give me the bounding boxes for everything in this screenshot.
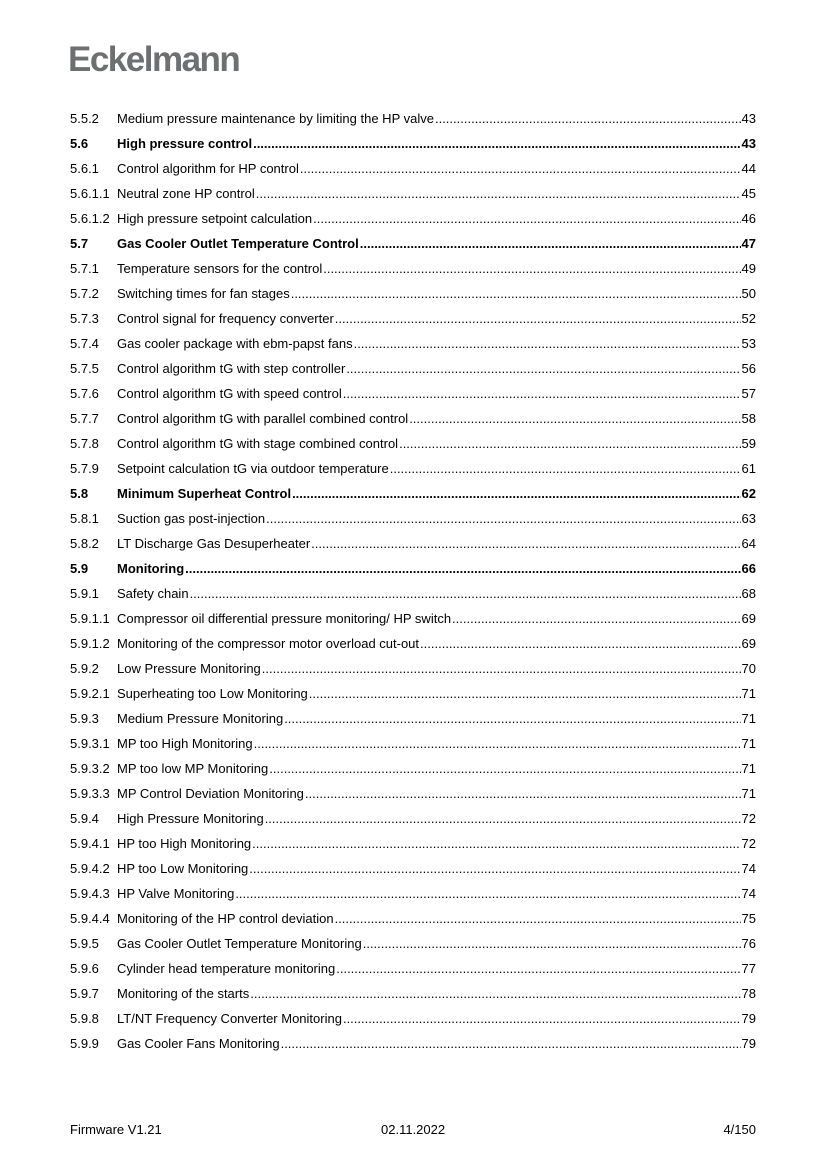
dot-leader bbox=[343, 1011, 741, 1026]
toc-entry-number: 5.6 bbox=[70, 136, 89, 151]
toc-entry[interactable] bbox=[70, 856, 756, 881]
dot-leader bbox=[420, 636, 741, 651]
toc-entry-page: 75 bbox=[741, 911, 756, 926]
toc-entry-page: 71 bbox=[741, 686, 756, 701]
toc-entry-title: High pressure control bbox=[117, 136, 253, 151]
toc-entry[interactable] bbox=[70, 631, 756, 656]
toc-entry-number: 5.7.8 bbox=[70, 436, 99, 451]
toc-entry-number: 5.9.1.2 bbox=[70, 636, 110, 651]
dot-leader bbox=[291, 286, 741, 301]
toc-entry-title: Control algorithm tG with speed control bbox=[117, 386, 342, 401]
toc-entry-page: 63 bbox=[741, 511, 756, 526]
toc-entry-page: 45 bbox=[741, 186, 756, 201]
toc-entry[interactable] bbox=[70, 706, 756, 731]
dot-leader bbox=[300, 161, 741, 176]
toc-entry-page: 47 bbox=[741, 236, 756, 251]
toc-entry-number: 5.9.6 bbox=[70, 961, 99, 976]
dot-leader bbox=[399, 436, 740, 451]
toc-entry-title: Minimum Superheat Control bbox=[117, 486, 292, 501]
toc-entry-number: 5.9.4.2 bbox=[70, 861, 110, 876]
dot-leader bbox=[390, 461, 741, 476]
toc-entry-number: 5.9.1 bbox=[70, 586, 99, 601]
toc-entry[interactable] bbox=[70, 681, 756, 706]
toc-entry[interactable] bbox=[70, 656, 756, 681]
toc-entry[interactable] bbox=[70, 456, 756, 481]
dot-leader bbox=[435, 111, 741, 126]
toc-entry-page: 76 bbox=[741, 936, 756, 951]
toc-entry-number: 5.9.2.1 bbox=[70, 686, 110, 701]
toc-entry[interactable] bbox=[70, 731, 756, 756]
toc-entry[interactable] bbox=[70, 356, 756, 381]
dot-leader bbox=[346, 361, 740, 376]
dot-leader bbox=[360, 236, 741, 251]
toc-entry-number: 5.9.3 bbox=[70, 711, 99, 726]
toc-entry[interactable] bbox=[70, 531, 756, 556]
toc-entry-page: 71 bbox=[741, 761, 756, 776]
toc-entry-title: Control algorithm for HP control bbox=[117, 161, 299, 176]
toc-entry-page: 69 bbox=[741, 611, 756, 626]
toc-entry-number: 5.6.1 bbox=[70, 161, 99, 176]
toc-entry-title: Suction gas post-injection bbox=[117, 511, 266, 526]
toc-entry-title: Control algorithm tG with parallel combined control bbox=[117, 411, 409, 426]
toc-entry-title: HP Valve Monitoring bbox=[117, 886, 235, 901]
toc-entry-number: 5.6.1.2 bbox=[70, 211, 110, 226]
toc-entry[interactable] bbox=[70, 331, 756, 356]
toc-entry-page: 52 bbox=[741, 311, 756, 326]
dot-leader bbox=[185, 561, 740, 576]
toc-entry[interactable] bbox=[70, 181, 756, 206]
dot-leader bbox=[250, 986, 740, 1001]
toc-entry-number: 5.7.5 bbox=[70, 361, 99, 376]
toc-entry[interactable] bbox=[70, 506, 756, 531]
toc-entry-page: 43 bbox=[741, 136, 756, 151]
toc-entry-title: Gas Cooler Fans Monitoring bbox=[117, 1036, 280, 1051]
toc-entry[interactable] bbox=[70, 206, 756, 231]
toc-entry-number: 5.8 bbox=[70, 486, 89, 501]
dot-leader bbox=[335, 311, 741, 326]
toc-entry-page: 53 bbox=[741, 336, 756, 351]
toc-entry-page: 78 bbox=[741, 986, 756, 1001]
footer-page-number: 4/150 bbox=[723, 1122, 756, 1137]
toc-entry[interactable] bbox=[70, 381, 756, 406]
toc-entry-page: 50 bbox=[741, 286, 756, 301]
toc-entry-number: 5.9.3.3 bbox=[70, 786, 110, 801]
toc-entry-number: 5.9.3.2 bbox=[70, 761, 110, 776]
dot-leader bbox=[262, 661, 741, 676]
table-of-contents bbox=[70, 106, 756, 1056]
toc-entry-page: 72 bbox=[741, 811, 756, 826]
toc-entry-page: 71 bbox=[741, 786, 756, 801]
dot-leader bbox=[235, 886, 740, 901]
eckelmann-logo: Eckelmann bbox=[68, 40, 240, 79]
toc-entry-number: 5.9.8 bbox=[70, 1011, 99, 1026]
toc-entry-page: 56 bbox=[741, 361, 756, 376]
dot-leader bbox=[256, 186, 741, 201]
toc-entry[interactable] bbox=[70, 956, 756, 981]
toc-entry-page: 72 bbox=[741, 836, 756, 851]
footer-date: 02.11.2022 bbox=[381, 1122, 446, 1137]
toc-entry[interactable] bbox=[70, 156, 756, 181]
toc-entry-number: 5.6.1.1 bbox=[70, 186, 110, 201]
toc-entry[interactable] bbox=[70, 256, 756, 281]
toc-entry[interactable] bbox=[70, 1031, 756, 1056]
toc-entry-page: 79 bbox=[741, 1036, 756, 1051]
dot-leader bbox=[305, 786, 741, 801]
dot-leader bbox=[363, 936, 741, 951]
toc-entry-title: Switching times for fan stages bbox=[117, 286, 290, 301]
toc-entry[interactable] bbox=[70, 906, 756, 931]
dot-leader bbox=[336, 961, 740, 976]
toc-entry[interactable] bbox=[70, 606, 756, 631]
toc-entry-title: MP Control Deviation Monitoring bbox=[117, 786, 304, 801]
toc-entry-number: 5.9.4.3 bbox=[70, 886, 110, 901]
toc-entry-title: Monitoring of the starts bbox=[117, 986, 250, 1001]
toc-entry-number: 5.7.4 bbox=[70, 336, 99, 351]
toc-entry-page: 46 bbox=[741, 211, 756, 226]
toc-entry-number: 5.9.4 bbox=[70, 811, 99, 826]
toc-entry-title: Neutral zone HP control bbox=[117, 186, 255, 201]
dot-leader bbox=[254, 736, 741, 751]
dot-leader bbox=[409, 411, 740, 426]
toc-entry-page: 70 bbox=[741, 661, 756, 676]
toc-entry-title: MP too low MP Monitoring bbox=[117, 761, 269, 776]
toc-entry-title: Gas Cooler Outlet Temperature Control bbox=[117, 236, 359, 251]
dot-leader bbox=[323, 261, 740, 276]
toc-entry-page: 49 bbox=[741, 261, 756, 276]
toc-entry-number: 5.9.4.1 bbox=[70, 836, 110, 851]
toc-entry[interactable] bbox=[70, 281, 756, 306]
toc-entry-number: 5.7.6 bbox=[70, 386, 99, 401]
toc-entry-title: Medium pressure maintenance by limiting the HP valve bbox=[117, 111, 434, 126]
toc-entry-number: 5.7.1 bbox=[70, 261, 99, 276]
toc-entry[interactable] bbox=[70, 581, 756, 606]
toc-entry-page: 74 bbox=[741, 861, 756, 876]
toc-entry[interactable] bbox=[70, 431, 756, 456]
dot-leader bbox=[284, 711, 740, 726]
dot-leader bbox=[292, 486, 740, 501]
toc-entry[interactable] bbox=[70, 556, 756, 581]
toc-entry-page: 57 bbox=[741, 386, 756, 401]
toc-entry[interactable] bbox=[70, 406, 756, 431]
toc-entry-page: 59 bbox=[741, 436, 756, 451]
toc-entry-page: 58 bbox=[741, 411, 756, 426]
toc-entry[interactable] bbox=[70, 306, 756, 331]
dot-leader bbox=[313, 211, 740, 226]
toc-entry[interactable] bbox=[70, 1006, 756, 1031]
toc-entry-number: 5.9.1.1 bbox=[70, 611, 110, 626]
toc-entry-number: 5.7.9 bbox=[70, 461, 99, 476]
toc-entry-title: Gas Cooler Outlet Temperature Monitoring bbox=[117, 936, 362, 951]
toc-entry-page: 68 bbox=[741, 586, 756, 601]
toc-entry-title: Monitoring of the HP control deviation bbox=[117, 911, 334, 926]
toc-entry-number: 5.9.7 bbox=[70, 986, 99, 1001]
toc-entry-title: Gas cooler package with ebm-papst fans bbox=[117, 336, 353, 351]
toc-entry-title: LT Discharge Gas Desuperheater bbox=[117, 536, 311, 551]
toc-entry[interactable] bbox=[70, 806, 756, 831]
toc-entry-number: 5.9.9 bbox=[70, 1036, 99, 1051]
toc-entry-number: 5.7 bbox=[70, 236, 89, 251]
toc-entry-title: LT/NT Frequency Converter Monitoring bbox=[117, 1011, 342, 1026]
toc-entry[interactable] bbox=[70, 131, 756, 156]
toc-entry-page: 71 bbox=[741, 711, 756, 726]
toc-entry-number: 5.7.7 bbox=[70, 411, 99, 426]
dot-leader bbox=[452, 611, 740, 626]
footer-firmware-version: Firmware V1.21 bbox=[70, 1122, 162, 1137]
toc-entry[interactable] bbox=[70, 231, 756, 256]
toc-entry-title: HP too High Monitoring bbox=[117, 836, 252, 851]
toc-entry-page: 74 bbox=[741, 886, 756, 901]
toc-entry-title: Temperature sensors for the control bbox=[117, 261, 323, 276]
toc-entry-title: Low Pressure Monitoring bbox=[117, 661, 261, 676]
dot-leader bbox=[343, 386, 741, 401]
toc-entry[interactable] bbox=[70, 931, 756, 956]
toc-entry-page: 62 bbox=[741, 486, 756, 501]
toc-entry-title: High Pressure Monitoring bbox=[117, 811, 264, 826]
toc-entry-title: Superheating too Low Monitoring bbox=[117, 686, 308, 701]
dot-leader bbox=[269, 761, 740, 776]
dot-leader bbox=[253, 136, 740, 151]
dot-leader bbox=[252, 836, 740, 851]
toc-entry-title: Setpoint calculation tG via outdoor temperature bbox=[117, 461, 389, 476]
toc-entry[interactable] bbox=[70, 481, 756, 506]
toc-entry[interactable] bbox=[70, 756, 756, 781]
dot-leader bbox=[249, 861, 740, 876]
toc-entry[interactable] bbox=[70, 831, 756, 856]
toc-entry[interactable] bbox=[70, 881, 756, 906]
toc-entry-number: 5.9 bbox=[70, 561, 89, 576]
toc-entry-title: Monitoring bbox=[117, 561, 185, 576]
toc-entry-title: Monitoring of the compressor motor overload cut-out bbox=[117, 636, 420, 651]
toc-entry[interactable] bbox=[70, 106, 756, 131]
toc-entry-page: 66 bbox=[741, 561, 756, 576]
toc-entry-title: HP too Low Monitoring bbox=[117, 861, 249, 876]
dot-leader bbox=[354, 336, 741, 351]
toc-entry-number: 5.8.2 bbox=[70, 536, 99, 551]
toc-entry-title: Medium Pressure Monitoring bbox=[117, 711, 284, 726]
toc-entry-number: 5.7.2 bbox=[70, 286, 99, 301]
dot-leader bbox=[311, 536, 740, 551]
toc-entry-page: 77 bbox=[741, 961, 756, 976]
toc-entry-page: 79 bbox=[741, 1011, 756, 1026]
dot-leader bbox=[190, 586, 741, 601]
toc-entry-page: 61 bbox=[741, 461, 756, 476]
toc-entry-number: 5.7.3 bbox=[70, 311, 99, 326]
dot-leader bbox=[309, 686, 741, 701]
toc-entry-number: 5.5.2 bbox=[70, 111, 99, 126]
toc-entry-number: 5.9.3.1 bbox=[70, 736, 110, 751]
toc-entry-title: MP too High Monitoring bbox=[117, 736, 253, 751]
toc-entry-number: 5.8.1 bbox=[70, 511, 99, 526]
dot-leader bbox=[265, 811, 741, 826]
toc-entry[interactable] bbox=[70, 781, 756, 806]
toc-entry-page: 71 bbox=[741, 736, 756, 751]
toc-entry-title: Control algorithm tG with step controller bbox=[117, 361, 346, 376]
toc-entry-number: 5.9.2 bbox=[70, 661, 99, 676]
toc-entry[interactable] bbox=[70, 981, 756, 1006]
dot-leader bbox=[266, 511, 740, 526]
toc-entry-title: Compressor oil differential pressure monitoring/ HP switch bbox=[117, 611, 452, 626]
toc-entry-page: 69 bbox=[741, 636, 756, 651]
dot-leader bbox=[335, 911, 741, 926]
toc-entry-title: Control signal for frequency converter bbox=[117, 311, 334, 326]
toc-entry-title: Cylinder head temperature monitoring bbox=[117, 961, 336, 976]
toc-entry-title: Safety chain bbox=[117, 586, 189, 601]
toc-entry-page: 64 bbox=[741, 536, 756, 551]
toc-entry-number: 5.9.4.4 bbox=[70, 911, 110, 926]
toc-entry-page: 43 bbox=[741, 111, 756, 126]
toc-entry-title: Control algorithm tG with stage combined control bbox=[117, 436, 399, 451]
toc-entry-number: 5.9.5 bbox=[70, 936, 99, 951]
dot-leader bbox=[281, 1036, 741, 1051]
toc-entry-page: 44 bbox=[741, 161, 756, 176]
toc-entry-title: High pressure setpoint calculation bbox=[117, 211, 313, 226]
